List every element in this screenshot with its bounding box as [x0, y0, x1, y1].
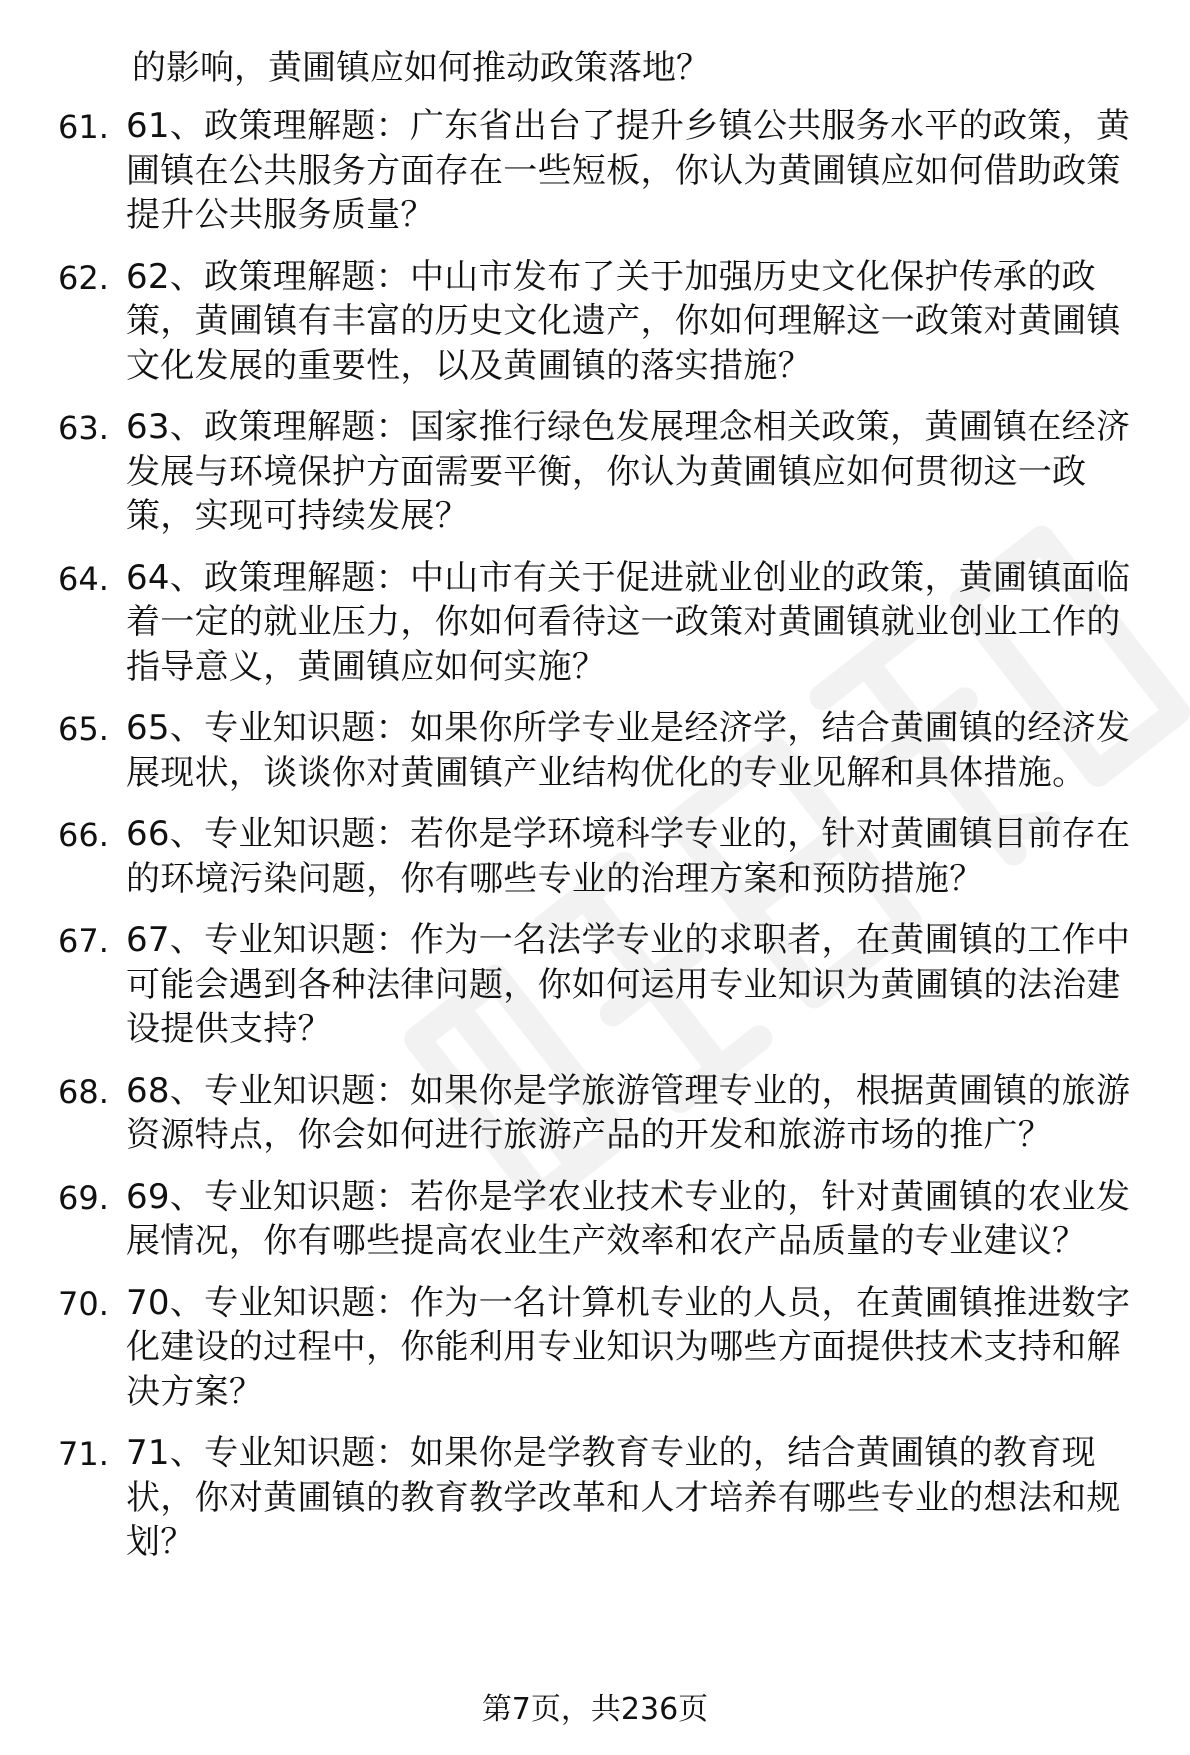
- list-item: [0, 812, 1190, 901]
- item-text: 61、政策理解题：广东省出台了提升乡镇公共服务水平的政策，黄圃镇在公共服务方面存在一些短板，你认为黄圃镇应如何借助政策提升公共服务质量？: [126, 106, 1131, 235]
- item-text: 71、专业知识题：如果你是学教育专业的，结合黄圃镇的教育现状，你对黄圃镇的教育教学改革和人才培养有哪些专业的想法和规划？: [126, 1433, 1121, 1562]
- item-number: 71.: [58, 1435, 109, 1473]
- list-item: [0, 918, 1190, 1052]
- item-text: 69、专业知识题：若你是学农业技术专业的，针对黄圃镇的农业发展情况，你有哪些提高农业生产效率和农产品质量的专业建议？: [126, 1176, 1131, 1261]
- item-text: 64、政策理解题：中山市有关于促进就业创业的政策，黄圃镇面临着一定的就业压力，你如何看待这一政策对黄圃镇就业创业工作的指导意义，黄圃镇应如何实施？: [126, 557, 1131, 687]
- item-number: 66.: [58, 816, 109, 854]
- item-number: 65.: [58, 710, 109, 748]
- list-item: [0, 255, 1190, 389]
- item-text: 65、专业知识题：如果你所学专业是经济学，结合黄圃镇的经济发展现状，谈谈你对黄圃镇产业结构优化的专业见解和具体措施。: [126, 708, 1131, 793]
- list-item: [0, 556, 1190, 690]
- item-text: 66、专业知识题：若你是学环境科学专业的，针对黄圃镇目前存在的环境污染问题，你有哪些专业的治理方案和预防措施？: [126, 814, 1131, 899]
- item-number: 64.: [58, 559, 109, 598]
- continued-text: 的影响，黄圃镇应如何推动政策落地？: [132, 48, 710, 88]
- item-number: 67.: [58, 922, 109, 960]
- list-item: [0, 104, 1190, 238]
- item-number: 68.: [58, 1072, 109, 1111]
- item-number: 69.: [58, 1178, 109, 1217]
- page-footer: 第7页，共236页: [481, 1692, 709, 1727]
- list-item: [0, 1281, 1190, 1415]
- item-number: 63.: [58, 409, 109, 447]
- item-text: 67、专业知识题：作为一名法学专业的求职者，在黄圃镇的工作中可能会遇到各种法律问题，你如何运用专业知识为黄圃镇的法治建设提供支持？: [126, 920, 1131, 1049]
- item-number: 70.: [58, 1284, 109, 1323]
- item-text: 68、专业知识题：如果你是学旅游管理专业的，根据黄圃镇的旅游资源特点，你会如何进行旅游产品的开发和旅游市场的推广？: [126, 1070, 1131, 1155]
- item-text: 62、政策理解题：中山市发布了关于加强历史文化保护传承的政策，黄圃镇有丰富的历史文化遗产，你如何理解这一政策对黄圃镇文化发展的重要性，以及黄圃镇的落实措施？: [126, 256, 1121, 386]
- item-text: 63、政策理解题：国家推行绿色发展理念相关政策，黄圃镇在经济发展与环境保护方面需要平衡，你认为黄圃镇应如何贯彻这一政策，实现可持续发展？: [126, 407, 1131, 536]
- list-item: [0, 1431, 1190, 1565]
- item-number: 62.: [58, 258, 109, 297]
- list-item: [0, 1069, 1190, 1158]
- item-number: 61.: [58, 108, 109, 146]
- question-list: [0, 46, 1190, 1582]
- item-text: 70、专业知识题：作为一名计算机专业的人员，在黄圃镇推进数字化建设的过程中，你能利用专业知识为哪些方面提供技术支持和解决方案？: [126, 1282, 1131, 1412]
- list-item: [0, 1175, 1190, 1264]
- list-item: [0, 706, 1190, 795]
- list-item: [0, 405, 1190, 539]
